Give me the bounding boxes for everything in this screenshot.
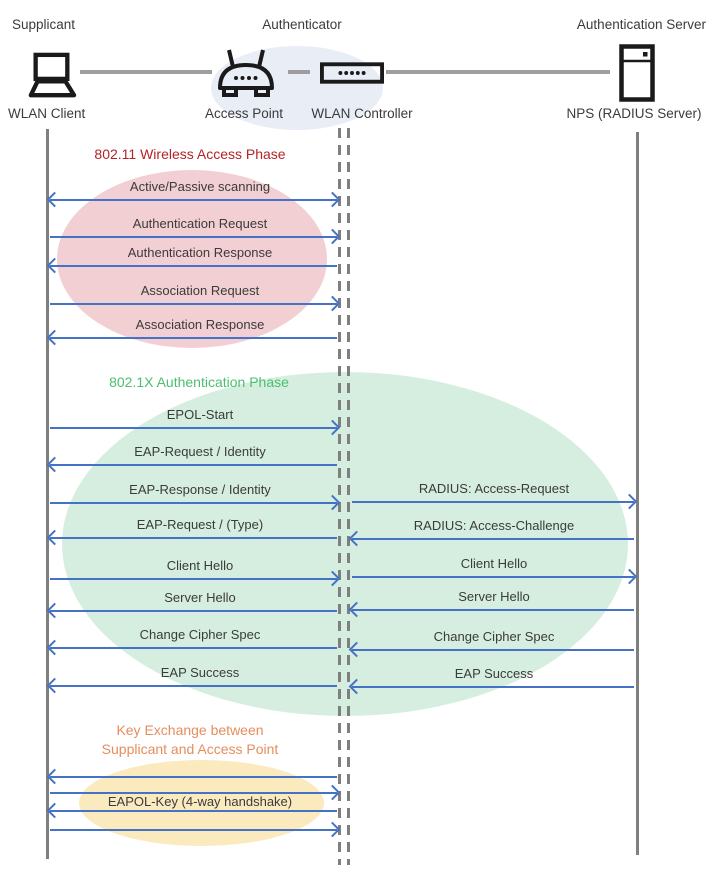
label-wlan-client: WLAN Client <box>8 106 86 121</box>
arrowhead-left-icon <box>47 678 63 694</box>
message-arrow-line <box>50 236 337 238</box>
access-point-icon <box>214 47 278 101</box>
message-arrow-line <box>352 649 634 651</box>
message-label: Active/Passive scanning <box>129 179 271 194</box>
message-arrow-line <box>352 576 634 578</box>
label-wlan-controller: WLAN Controller <box>311 106 413 121</box>
message-arrow-line <box>50 829 337 831</box>
lifeline-nps <box>636 132 639 855</box>
label-access-point: Access Point <box>204 106 284 121</box>
message-arrow-line <box>50 647 337 649</box>
lifeline-wlan-controller-b <box>347 128 350 865</box>
message-arrow-line <box>50 303 337 305</box>
message-arrow-line <box>50 776 337 778</box>
message-label: EAP-Request / Identity <box>134 444 266 459</box>
lifeline-wlan-controller-a <box>338 128 341 865</box>
message-arrow-line <box>50 427 337 429</box>
message-label: Authentication Request <box>132 216 268 231</box>
arrowhead-left-icon <box>47 769 63 785</box>
message-label: Association Request <box>140 283 260 298</box>
message-arrow-line <box>50 502 337 504</box>
message-label: Client Hello <box>166 558 234 573</box>
phase-title-key-exchange-line2: Supplicant and Access Point <box>101 741 279 757</box>
message-label: Association Response <box>135 317 265 332</box>
message-arrow-line <box>50 337 337 339</box>
message-label: Change Cipher Spec <box>139 627 261 642</box>
message-arrow-line <box>352 501 634 503</box>
message-label: EAP Success <box>454 666 534 681</box>
phase-title-key-exchange <box>60 721 320 759</box>
message-label: EAP Success <box>160 665 240 680</box>
message-label: Client Hello <box>460 556 528 571</box>
arrowhead-left-icon <box>47 530 63 546</box>
arrowhead-left-icon <box>47 330 63 346</box>
phase-title-8021x: 802.1X Authentication Phase <box>109 374 289 390</box>
lifeline-wlan-client <box>46 129 49 859</box>
connector-ap-controller <box>288 70 310 74</box>
laptop-icon <box>20 52 82 100</box>
arrowhead-left-icon <box>47 803 63 819</box>
message-arrow-line <box>50 685 337 687</box>
message-arrow-line <box>50 810 337 812</box>
message-label: EAP-Request / (Type) <box>136 517 264 532</box>
message-label: Server Hello <box>164 590 236 605</box>
arrowhead-left-icon <box>47 192 63 208</box>
message-arrow-line <box>50 464 337 466</box>
label-nps-radius-server: NPS (RADIUS Server) <box>566 106 702 121</box>
message-arrow-line <box>352 538 634 540</box>
message-label: RADIUS: Access-Request <box>418 481 570 496</box>
arrowhead-right-icon <box>622 494 638 510</box>
role-authenticator: Authenticator <box>262 17 342 32</box>
message-arrow-line <box>50 265 337 267</box>
connector-controller-server <box>386 70 610 74</box>
message-label: EPOL-Start <box>166 407 234 422</box>
phase-title-key-exchange-line1: Key Exchange between <box>116 722 264 738</box>
message-arrow-line <box>50 199 337 201</box>
phase-title-80211: 802.11 Wireless Access Phase <box>94 146 286 162</box>
message-arrow-line <box>50 537 337 539</box>
message-label: EAP-Response / Identity <box>129 482 271 497</box>
message-label: EAPOL-Key (4-way handshake) <box>107 794 293 809</box>
wlan-controller-icon <box>320 62 384 84</box>
message-label: Server Hello <box>458 589 530 604</box>
message-label: RADIUS: Access-Challenge <box>413 518 575 533</box>
server-icon <box>619 44 655 102</box>
message-label: Authentication Response <box>127 245 273 260</box>
arrowhead-left-icon <box>47 603 63 619</box>
arrowhead-left-icon <box>47 457 63 473</box>
message-arrow-line <box>50 610 337 612</box>
message-arrow-line <box>352 686 634 688</box>
role-supplicant: Supplicant <box>12 17 76 32</box>
message-arrow-line <box>50 578 337 580</box>
role-authentication-server: Authentication Server <box>576 17 706 32</box>
message-arrow-line <box>352 609 634 611</box>
connector-client-ap <box>80 70 212 74</box>
message-label: Change Cipher Spec <box>433 629 555 644</box>
arrowhead-left-icon <box>47 640 63 656</box>
